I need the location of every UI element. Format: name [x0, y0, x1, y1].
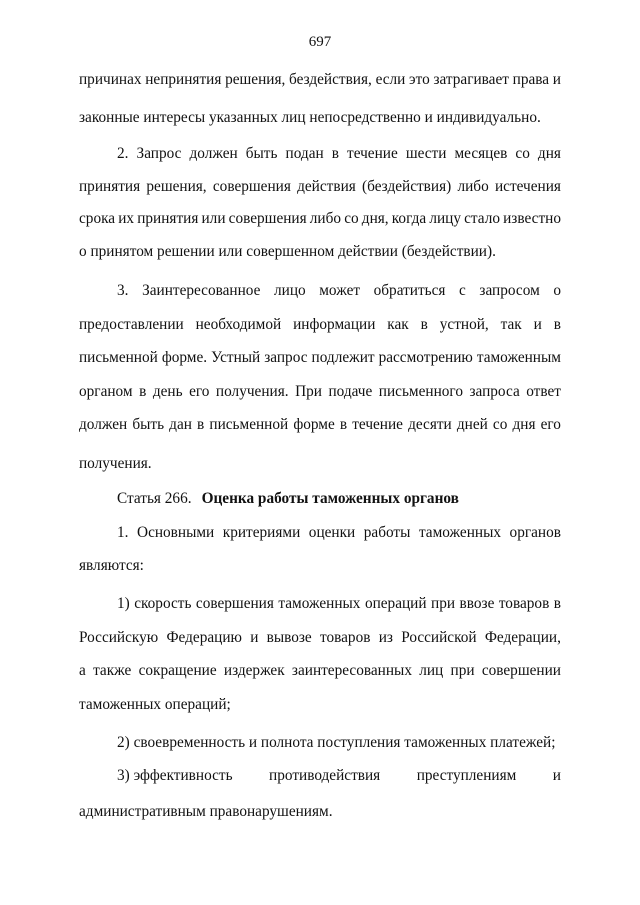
- word: Устный: [211, 349, 261, 366]
- word: Российскую: [79, 629, 159, 646]
- word: решения,: [146, 178, 207, 195]
- word: быть: [132, 416, 165, 433]
- word: подлежит: [311, 349, 375, 366]
- word: права: [512, 71, 550, 88]
- word: дня: [512, 416, 536, 433]
- word: это: [409, 71, 430, 88]
- text-line: о принятом решении или совершенном действии (бездействии).: [79, 243, 496, 260]
- word: в: [197, 416, 205, 433]
- word: рассмотрению: [378, 349, 473, 366]
- text-line: [79, 627, 561, 649]
- word: органом: [79, 383, 133, 400]
- word: при: [431, 595, 456, 612]
- word: как: [387, 316, 409, 333]
- word: 1.: [117, 524, 129, 541]
- word: издержек: [223, 662, 285, 679]
- text-line: [117, 593, 561, 615]
- word: быть: [245, 145, 278, 162]
- word: течение: [352, 416, 403, 433]
- text-line: являются:: [79, 557, 144, 574]
- text-line: [117, 488, 561, 510]
- word: должен: [189, 145, 238, 162]
- word: ответ: [526, 383, 561, 400]
- word: лиц: [419, 662, 444, 679]
- word: его: [540, 416, 561, 433]
- text-line: [79, 69, 561, 91]
- word: форме.: [161, 349, 208, 366]
- word: со: [515, 145, 530, 162]
- word: действия: [297, 178, 356, 195]
- text-line: [79, 176, 561, 198]
- text-line: административным правонарушениям.: [79, 803, 333, 820]
- word: в: [553, 595, 561, 612]
- word: и: [552, 71, 561, 88]
- word: если: [375, 71, 406, 88]
- word: в: [331, 145, 339, 162]
- word: Основными: [137, 524, 215, 541]
- word: ввозе: [459, 595, 495, 612]
- word: Запрос: [136, 145, 182, 162]
- word: 3.: [117, 282, 129, 299]
- word: со: [492, 416, 508, 433]
- word: подан: [285, 145, 324, 162]
- word: решения,: [225, 71, 286, 88]
- word: со: [344, 210, 359, 227]
- text-line: 2) своевременность и полнота поступления таможенных платежей;: [117, 734, 556, 751]
- word: товаров: [319, 629, 371, 646]
- word: Заинтересованное: [142, 282, 261, 299]
- word: в: [553, 316, 561, 333]
- text-line: [79, 414, 561, 436]
- word: противодействия: [269, 767, 381, 784]
- word: совершения: [195, 595, 274, 612]
- text-line: таможенных операций;: [79, 696, 231, 713]
- word: должен: [79, 416, 128, 433]
- word: сокращение: [138, 662, 217, 679]
- word: стало: [464, 210, 500, 227]
- word: Российской: [401, 629, 477, 646]
- word: письменной: [79, 349, 158, 366]
- word: о: [553, 282, 561, 299]
- word: запросом: [479, 282, 540, 299]
- word: форме: [293, 416, 335, 433]
- word: и: [552, 767, 561, 784]
- word: истечения: [494, 178, 561, 195]
- word: также: [93, 662, 132, 679]
- word: а: [79, 662, 86, 679]
- word: совершения: [228, 210, 307, 227]
- word: товаров: [498, 595, 550, 612]
- word: его: [189, 383, 210, 400]
- word: запроса: [469, 383, 520, 400]
- word: письменного: [378, 383, 463, 400]
- word: когда: [391, 210, 427, 227]
- text-line: [117, 765, 561, 787]
- text-line: [117, 522, 561, 544]
- word: затрагивает: [433, 71, 509, 88]
- word: может: [319, 282, 361, 299]
- word: срока: [79, 210, 116, 227]
- word: преступлениям: [416, 767, 517, 784]
- word: устной,: [439, 316, 489, 333]
- word: месяцев: [454, 145, 508, 162]
- word: критериями: [222, 524, 301, 541]
- text-line: [117, 280, 561, 302]
- word: предоставлении: [79, 316, 184, 333]
- word: Федерации,: [484, 629, 561, 646]
- word: лицу: [429, 210, 461, 227]
- word: информации: [293, 316, 376, 333]
- article-title: Оценка работы таможенных органов: [201, 490, 459, 507]
- word: вывозе: [266, 629, 312, 646]
- word: так: [500, 316, 522, 333]
- word: из: [378, 629, 393, 646]
- word: таможенным: [476, 349, 561, 366]
- word: день: [152, 383, 183, 400]
- word: скорость: [134, 595, 192, 612]
- word: подаче: [328, 383, 373, 400]
- text-line: законные интересы указанных лиц непосредственно и индивидуально.: [79, 109, 541, 126]
- word: 3) эффективность: [117, 767, 233, 784]
- word: операций: [364, 595, 427, 612]
- word: таможенных: [278, 595, 361, 612]
- word: известно: [503, 210, 561, 227]
- word: в: [420, 316, 428, 333]
- word: запрос: [264, 349, 308, 366]
- text-line: [79, 208, 561, 230]
- word: таможенных: [418, 524, 502, 541]
- word: с: [459, 282, 466, 299]
- word: дней: [456, 416, 488, 433]
- text-line: получения.: [79, 455, 152, 472]
- word: принятия: [79, 178, 141, 195]
- word: либо: [309, 210, 342, 227]
- word: совершения: [212, 178, 291, 195]
- word: принятия: [137, 210, 199, 227]
- text-line: [79, 314, 561, 336]
- word: заинтересованных: [291, 662, 412, 679]
- word: оценки: [308, 524, 356, 541]
- word: (бездействия): [362, 178, 452, 195]
- word: непринятия: [145, 71, 222, 88]
- word: и: [250, 629, 259, 646]
- word: письменной: [209, 416, 289, 433]
- page-number: 697: [308, 34, 332, 50]
- word: получения.: [215, 383, 289, 400]
- text-line: [79, 660, 561, 682]
- text-line: [79, 347, 561, 369]
- word: при: [450, 662, 475, 679]
- word: 1): [117, 595, 130, 612]
- word: причинах: [79, 71, 142, 88]
- word: их: [118, 210, 135, 227]
- word: Федерацию: [166, 629, 242, 646]
- word: лицо: [274, 282, 306, 299]
- word: обратиться: [373, 282, 446, 299]
- word: шести: [405, 145, 447, 162]
- word: органов: [509, 524, 561, 541]
- word: в: [139, 383, 147, 400]
- word: бездействия,: [289, 71, 372, 88]
- word: дня,: [361, 210, 389, 227]
- word: дня: [537, 145, 561, 162]
- word: в: [339, 416, 348, 433]
- word: либо: [457, 178, 489, 195]
- word: совершении: [481, 662, 561, 679]
- text-line: [79, 381, 561, 403]
- word: 2.: [117, 145, 129, 162]
- text-line: [117, 143, 561, 165]
- word: и: [533, 316, 542, 333]
- word: течение: [347, 145, 398, 162]
- article-label: Статья 266.: [117, 490, 192, 507]
- word: десяти: [408, 416, 452, 433]
- word: необходимой: [195, 316, 282, 333]
- word: дан: [169, 416, 192, 433]
- word: При: [295, 383, 322, 400]
- word: работы: [363, 524, 411, 541]
- word: или: [201, 210, 226, 227]
